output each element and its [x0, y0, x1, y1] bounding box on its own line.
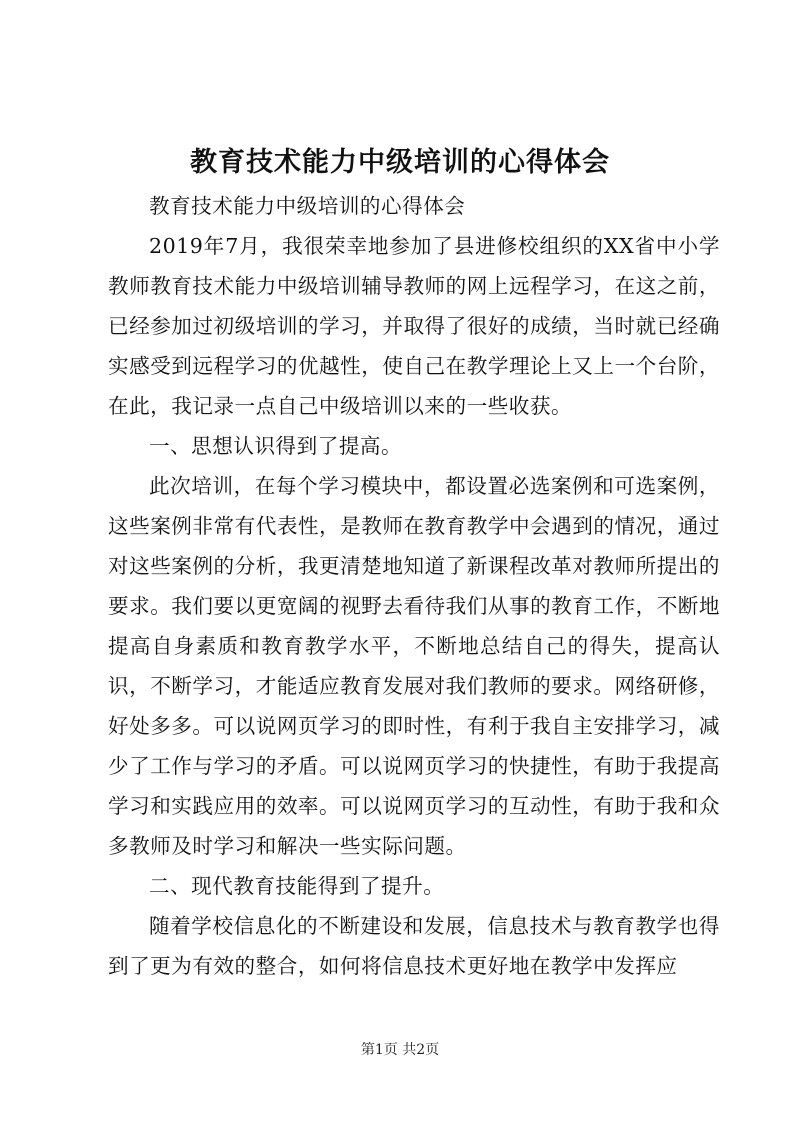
- paragraph-section-2: 随着学校信息化的不断建设和发展，信息技术与教育教学也得到了更为有效的整合，如何将信息技术更好地在教学中发挥应: [108, 914, 720, 978]
- paragraph-intro: 2019年7月，我很荣幸地参加了县进修校组织的XX省中小学教师教育技术能力中级培训辅导教师的网上远程学习，在这之前，已经参加过初级培训的学习，并取得了很好的成绩，当时就已经确实感受到远程学习的优越性，使自己在教学理论上又上一个台阶，在此，我记录一点自己中级培训以来的一些收获。: [108, 234, 720, 418]
- section-heading-2: 二、现代教育技能得到了提升。: [149, 874, 445, 898]
- section-heading-1: 一、思想认识得到了提高。: [149, 434, 403, 458]
- paragraph-subtitle: 教育技术能力中级培训的心得体会: [149, 194, 466, 218]
- document-body: [108, 186, 720, 986]
- page-title: 教育技术能力中级培训的心得体会: [190, 147, 610, 178]
- paragraph-section-1: 此次培训，在每个学习模块中，都设置必选案例和可选案例，这些案例非常有代表性，是教师在教育教学中会遇到的情况，通过对这些案例的分析，我更清楚地知道了新课程改革对教师所提出的要求。我们要以更宽阔的视野去看待我们从事的教育工作，不断地提高自身素质和教育教学水平，不断地总结自己的得失，提高认识，不断学习，才能适应教育发展对我们教师的要求。网络研修，好处多多。可以说网页学习的即时性，有利于我自主安排学习，减少了工作与学习的矛盾。可以说网页学习的快捷性，有助于我提高学习和实践应用的效率。可以说网页学习的互动性，有助于我和众多教师及时学习和解决一些实际问题。: [108, 474, 720, 858]
- page-footer: 第1页 共2页: [360, 1042, 440, 1058]
